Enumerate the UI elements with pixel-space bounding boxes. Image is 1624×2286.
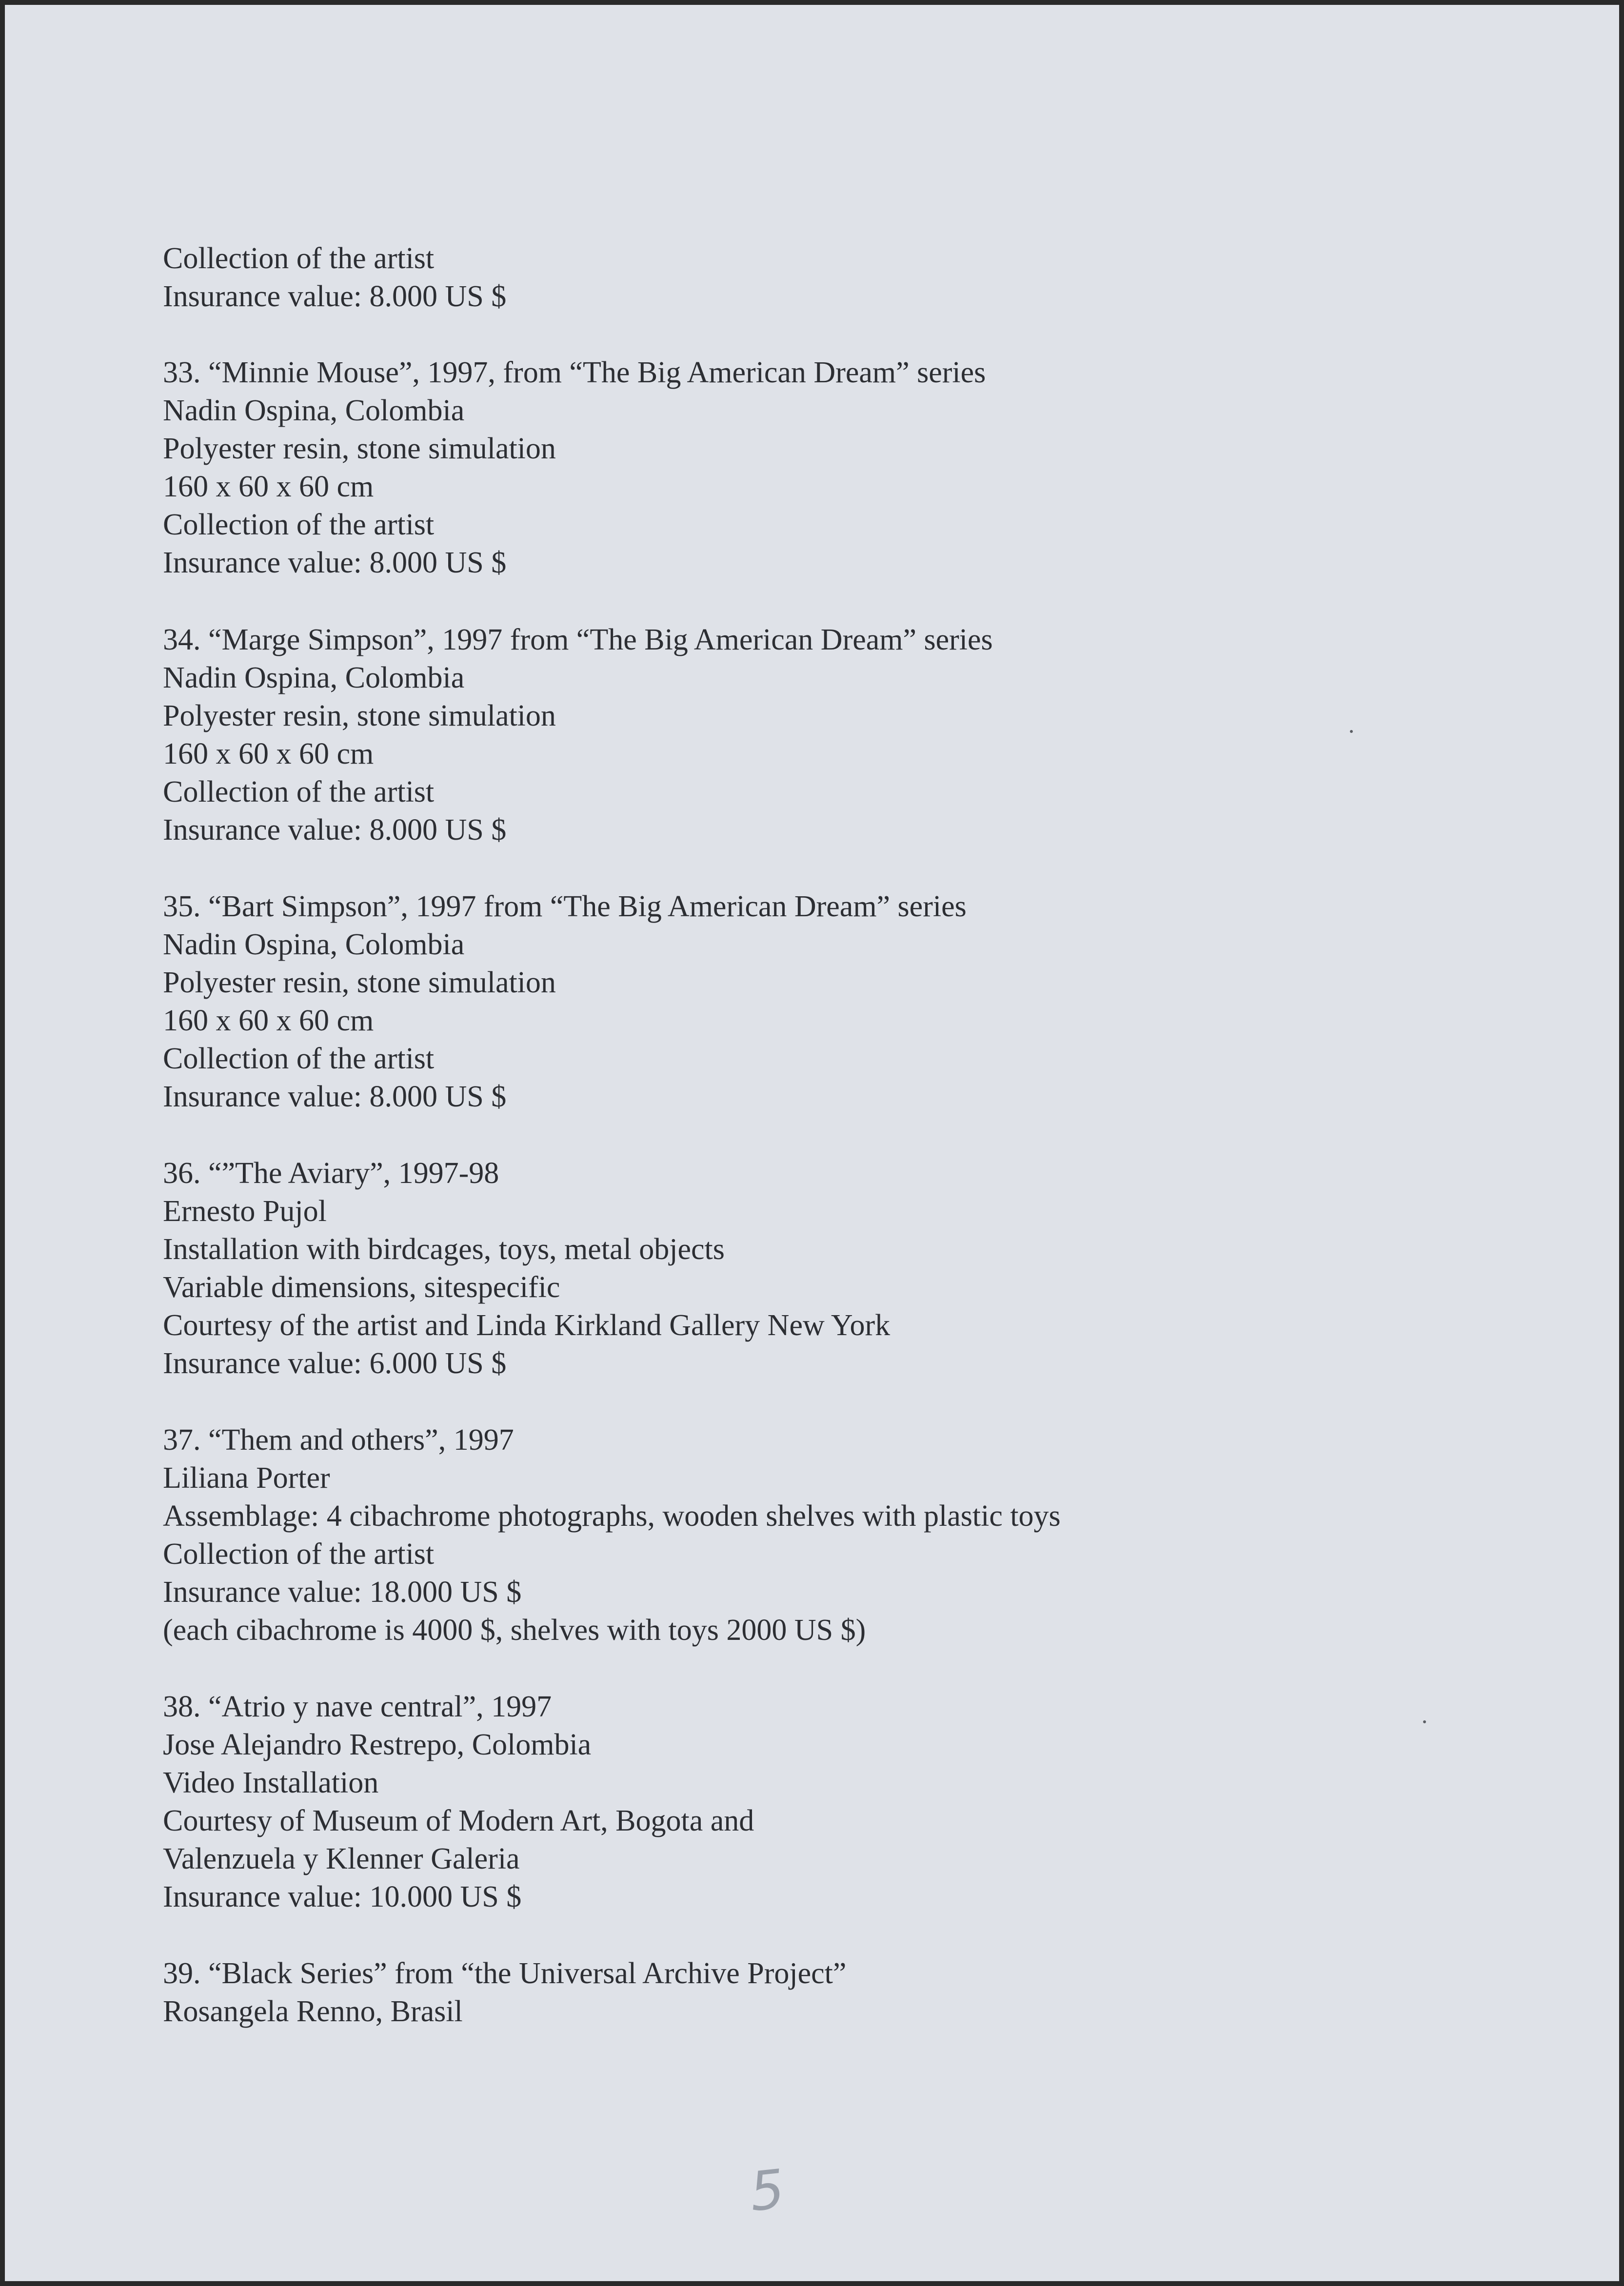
entry-33-artist: Nadin Ospina, Colombia bbox=[163, 394, 465, 427]
entry-38-insurance: Insurance value: 10.000 US $ bbox=[163, 1880, 522, 1913]
entry-33-medium: Polyester resin, stone simulation bbox=[163, 432, 556, 465]
entry-33-title: 33. “Minnie Mouse”, 1997, from “The Big American Dream” series bbox=[163, 356, 986, 389]
entry-34-dimensions: 160 x 60 x 60 cm bbox=[163, 737, 374, 770]
entry-35-dimensions: 160 x 60 x 60 cm bbox=[163, 1004, 374, 1037]
entry-35-title: 35. “Bart Simpson”, 1997 from “The Big American Dream” series bbox=[163, 890, 967, 923]
entry-39-title: 39. “Black Series” from “the Universal Archive Project” bbox=[163, 1957, 847, 1990]
intro-line: Collection of the artist bbox=[163, 242, 435, 275]
entry-34-artist: Nadin Ospina, Colombia bbox=[163, 661, 465, 694]
entry-36-title: 36. “”The Aviary”, 1997-98 bbox=[163, 1157, 499, 1190]
entry-34-collection: Collection of the artist bbox=[163, 775, 435, 808]
entry-39-artist: Rosangela Renno, Brasil bbox=[163, 1995, 463, 2028]
entry-38-title: 38. “Atrio y nave central”, 1997 bbox=[163, 1690, 552, 1723]
entry-37-insurance: Insurance value: 18.000 US $ bbox=[163, 1576, 522, 1609]
entry-36-medium: Installation with birdcages, toys, metal objects bbox=[163, 1233, 725, 1266]
entry-35-collection: Collection of the artist bbox=[163, 1042, 435, 1075]
entry-34-insurance: Insurance value: 8.000 US $ bbox=[163, 813, 507, 847]
intro-line: Insurance value: 8.000 US $ bbox=[163, 280, 507, 313]
entry-36-artist: Ernesto Pujol bbox=[163, 1195, 327, 1228]
entry-33-dimensions: 160 x 60 x 60 cm bbox=[163, 470, 374, 503]
entry-33-insurance: Insurance value: 8.000 US $ bbox=[163, 546, 507, 579]
entry-34-medium: Polyester resin, stone simulation bbox=[163, 699, 556, 732]
entry-34-title: 34. “Marge Simpson”, 1997 from “The Big American Dream” series bbox=[163, 623, 993, 656]
entry-36-dimensions: Variable dimensions, sitespecific bbox=[163, 1271, 560, 1304]
entry-33-collection: Collection of the artist bbox=[163, 508, 435, 541]
entry-37-title: 37. “Them and others”, 1997 bbox=[163, 1423, 514, 1457]
entry-36-courtesy: Courtesy of the artist and Linda Kirkland Gallery New York bbox=[163, 1309, 891, 1342]
entry-38-artist: Jose Alejandro Restrepo, Colombia bbox=[163, 1728, 592, 1761]
entry-37-artist: Liliana Porter bbox=[163, 1461, 330, 1495]
entry-37-note: (each cibachrome is 4000 $, shelves with toys 2000 US $) bbox=[163, 1614, 866, 1647]
page-number: 5 bbox=[747, 2157, 788, 2224]
document-page bbox=[5, 5, 1619, 2281]
entry-35-medium: Polyester resin, stone simulation bbox=[163, 966, 556, 999]
entry-36-insurance: Insurance value: 6.000 US $ bbox=[163, 1347, 507, 1380]
paper-speck bbox=[1423, 1720, 1426, 1723]
entry-38-courtesy-cont: Valenzuela y Klenner Galeria bbox=[163, 1842, 520, 1875]
entry-35-artist: Nadin Ospina, Colombia bbox=[163, 928, 465, 961]
entry-37-collection: Collection of the artist bbox=[163, 1537, 435, 1571]
entry-37-medium: Assemblage: 4 cibachrome photographs, wooden shelves with plastic toys bbox=[163, 1499, 1061, 1533]
paper-speck bbox=[1350, 730, 1353, 733]
entry-38-medium: Video Installation bbox=[163, 1766, 379, 1799]
entry-38-courtesy: Courtesy of Museum of Modern Art, Bogota and bbox=[163, 1804, 754, 1837]
entry-35-insurance: Insurance value: 8.000 US $ bbox=[163, 1080, 507, 1113]
